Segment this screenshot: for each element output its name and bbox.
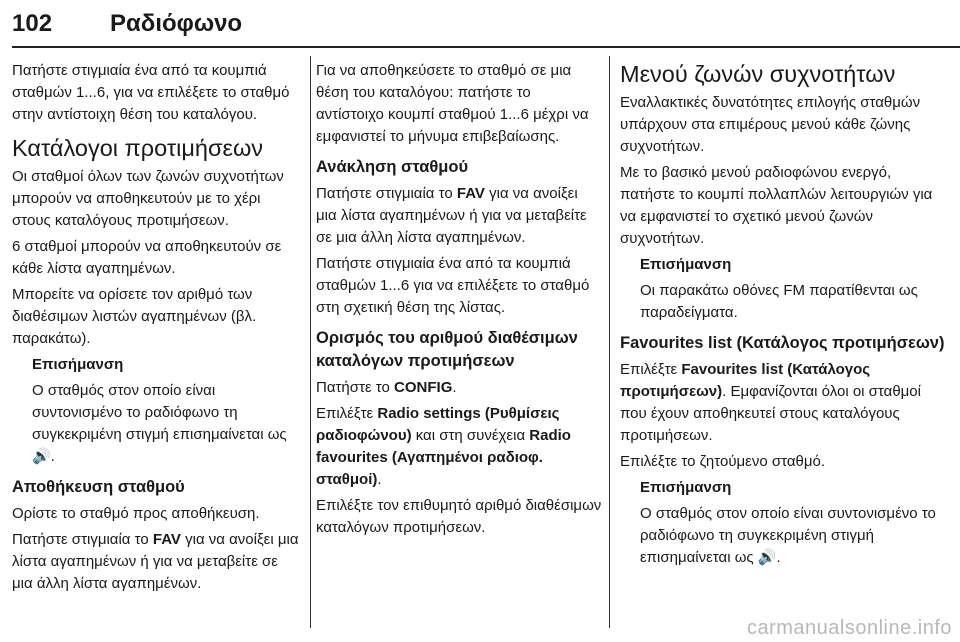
paragraph — [316, 377, 602, 399]
page-number: 102 — [12, 10, 53, 37]
paragraph: Εναλλακτικές δυνατότητες επιλογής σταθμών υπάρχουν στα επιμέρους μενού κάθε ζώνης συχνοτήτων. — [620, 94, 921, 155]
watermark: carmanualsonline.info — [746, 617, 952, 639]
text-run: . — [452, 379, 457, 396]
paragraph — [12, 529, 300, 595]
paragraph — [316, 403, 602, 491]
section-heading: Κατάλογοι προτιμήσεων — [12, 135, 264, 161]
subsection-heading: Ορισμός του αριθμού διαθέσιμων καταλόγων προτιμήσεων — [316, 329, 578, 370]
subsection-heading: Favourites list (Κατάλογος προτιμήσεων) — [620, 334, 945, 352]
note-box — [620, 477, 950, 569]
menu-item-label: Favourites list (Κατάλογος προτιμήσεων) — [620, 361, 871, 400]
paragraph: Επιλέξτε τον επιθυμητό αριθμό διαθέσιμων καταλόγων προτιμήσεων. — [316, 497, 602, 536]
paragraph — [316, 183, 602, 249]
page-title: Ραδιόφωνο — [110, 10, 243, 37]
paragraph: Πατήστε στιγμιαία ένα από τα κουμπιά σταθμών 1...6, για να επιλέξετε το σταθμό στην αντίστοιχη θέση του καταλόγου. — [12, 62, 290, 123]
paragraph: Επιλέξτε το ζητούμενο σταθμό. — [620, 453, 826, 470]
text-run: Επιλέξτε — [620, 361, 682, 378]
column-2 — [316, 60, 602, 543]
paragraph — [620, 359, 950, 447]
note-text: Ο σταθμός στον οποίο είναι συντονισμένο το ραδιόφωνο τη συγκεκριμένη στιγμή επισημαίνεται ως 🔊. — [32, 382, 287, 465]
paragraph: Μπορείτε να ορίσετε τον αριθμό των διαθέσιμων λιστών αγαπημένων (βλ. παρακάτω). — [12, 286, 257, 347]
note-box — [620, 254, 950, 324]
text-run: . — [377, 471, 382, 488]
paragraph: Οι σταθμοί όλων των ζωνών συχνοτήτων μπορούν να αποθηκευτούν με το χέρι στους καταλόγους προτιμήσεων. — [12, 168, 284, 229]
note-title: Επισήμανση — [32, 356, 124, 373]
text-run: Επιλέξτε — [316, 405, 378, 422]
text-run: Πατήστε το — [316, 379, 395, 396]
text-run: . Εμφανίζονται όλοι οι σταθμοί που έχουν αποθηκευτεί στους καταλόγους προτιμήσεων. — [620, 383, 921, 444]
text-run: Πατήστε στιγμιαία το — [12, 531, 153, 548]
note-text: Ο σταθμός στον οποίο είναι συντονισμένο το ραδιόφωνο τη συγκεκριμένη στιγμή επισημαίνεται ως 🔊. — [640, 505, 936, 566]
config-button-label: CONFIG — [394, 379, 453, 396]
text-run: Πατήστε στιγμιαία το — [316, 185, 457, 202]
note-title: Επισήμανση — [640, 256, 732, 273]
column-3 — [620, 60, 950, 573]
text-run: για να ανοίξει μια λίστα αγαπημένων ή για να μεταβείτε σε μια άλλη λίστα αγαπημένων. — [316, 185, 587, 246]
subsection-heading: Αποθήκευση σταθμού — [12, 478, 185, 496]
header-rule — [12, 46, 960, 48]
paragraph: Με το βασικό μενού ραδιοφώνου ενεργό, πατήστε το κουμπί πολλαπλών λειτουργιών για να εμφανιστεί το σχετικό μενού ζωνών συχνοτήτων. — [620, 164, 933, 247]
subsection-heading: Ανάκληση σταθμού — [316, 158, 469, 176]
column-divider-2 — [609, 56, 610, 628]
note-box — [12, 354, 300, 468]
text-run: και στη συνέχεια — [411, 427, 530, 444]
paragraph: Για να αποθηκεύσετε το σταθμό σε μια θέση του καταλόγου: πατήστε το αντίστοιχο κουμπί σταθμού 1...6 μέχρι να εμφανιστεί το μήνυμα επιβεβαίωσης. — [316, 62, 589, 145]
menu-item-label: Radio favourites (Αγαπημένοι ραδιοφ. σταθμοί) — [316, 427, 571, 488]
note-text: Οι παρακάτω οθόνες FM παρατίθενται ως παραδείγματα. — [640, 282, 918, 321]
fav-button-label: FAV — [152, 531, 181, 548]
note-title: Επισήμανση — [640, 479, 732, 496]
column-divider-1 — [310, 56, 311, 628]
section-heading: Μενού ζωνών συχνοτήτων — [620, 61, 896, 87]
paragraph: Πατήστε στιγμιαία ένα από τα κουμπιά σταθμών 1...6 για να επιλέξετε το σταθμό στη σχετική θέση της λίστας. — [316, 255, 590, 316]
fav-button-label: FAV — [456, 185, 485, 202]
menu-item-label: Radio settings (Ρυθμίσεις ραδιοφώνου) — [316, 405, 560, 444]
text-run: για να ανοίξει μια λίστα αγαπημένων ή για να μεταβείτε σε μια άλλη λίστα αγαπημένων. — [12, 531, 299, 592]
paragraph: 6 σταθμοί μπορούν να αποθηκευτούν σε κάθε λίστα αγαπημένων. — [12, 238, 282, 277]
paragraph: Ορίστε το σταθμό προς αποθήκευση. — [12, 505, 260, 522]
column-1 — [12, 60, 300, 599]
